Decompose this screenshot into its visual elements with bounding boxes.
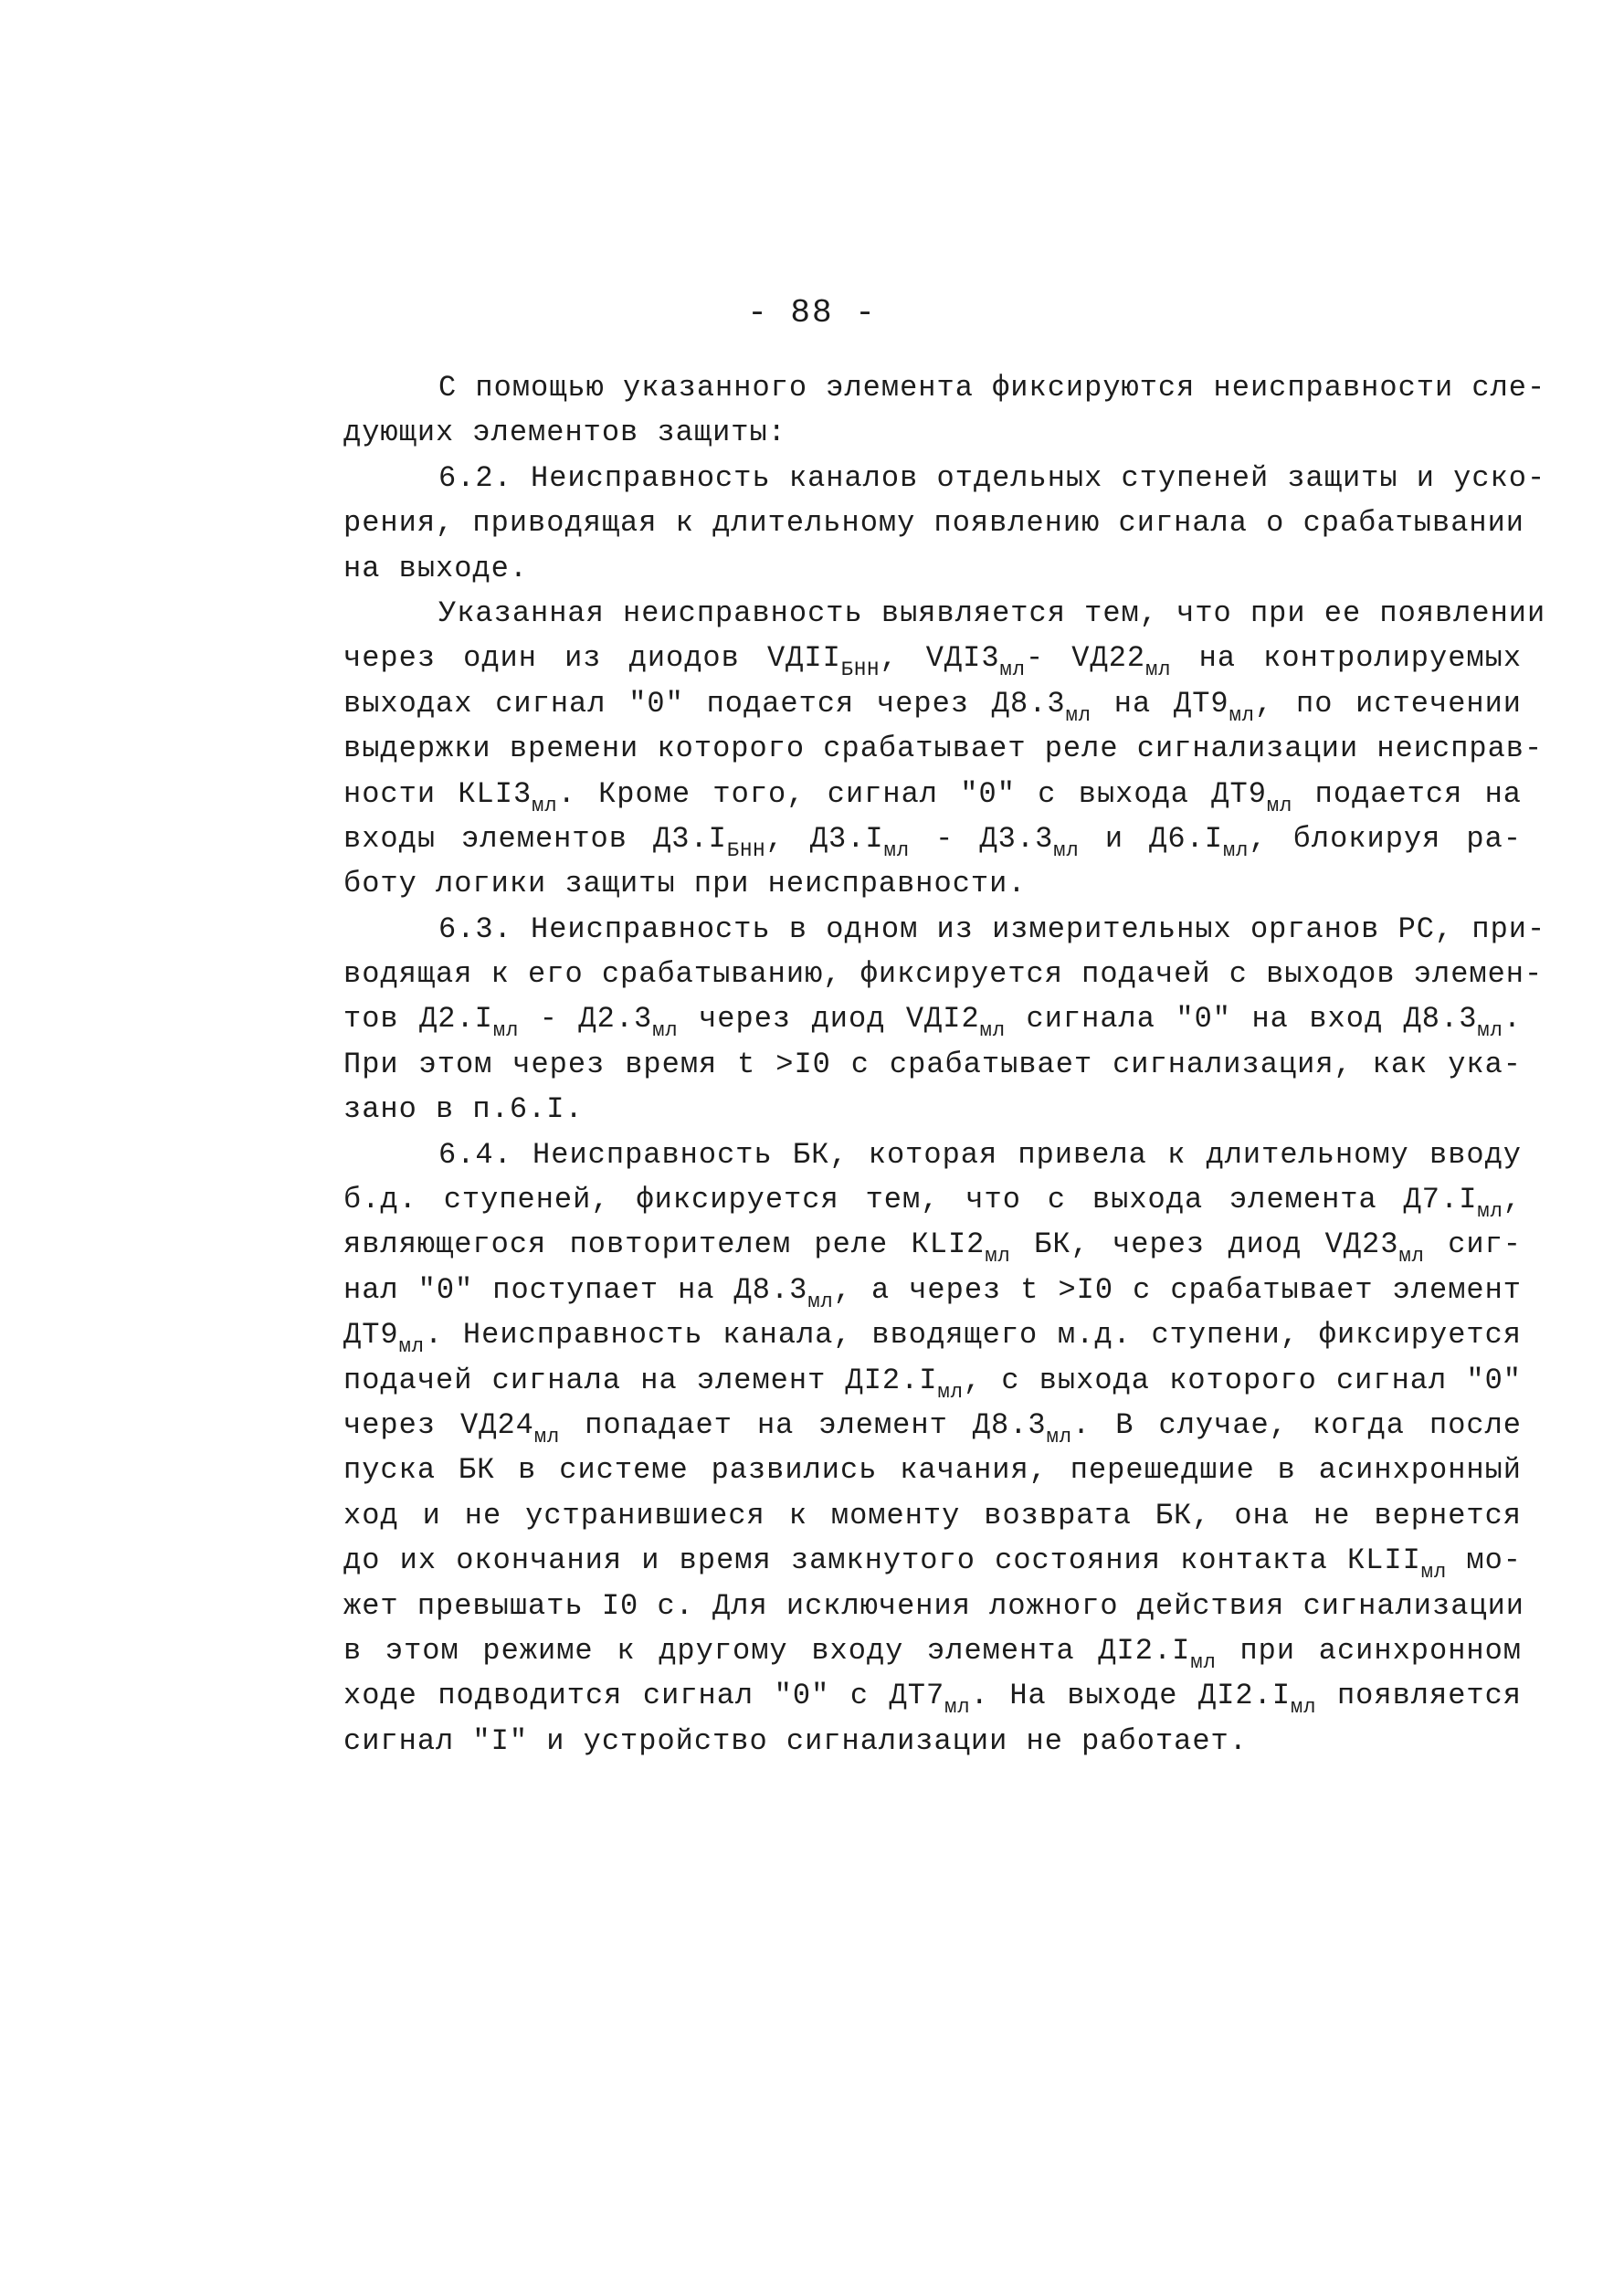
text-line [343, 1403, 1522, 1448]
text-line [343, 1538, 1522, 1583]
subscript: мл [1145, 658, 1172, 682]
subscript: мл [1420, 1561, 1448, 1585]
line-text: . На выходе ДI2.I [970, 1679, 1292, 1713]
text-line [343, 952, 1544, 996]
line-text: в этом режиме к другому входу элемента ДI2.I [343, 1633, 1191, 1668]
subscript: мл [1229, 703, 1255, 727]
line-text: С помощью указанного элемента фиксируются неисправности сле- [438, 371, 1546, 405]
text-line [343, 772, 1522, 816]
text-line [343, 681, 1522, 726]
line-text: попадает на элемент Д8.3 [560, 1407, 1047, 1442]
subscript: мл [937, 1380, 964, 1404]
text-line [343, 816, 1522, 861]
text-line [343, 456, 1546, 500]
text-line [343, 500, 1522, 545]
line-text: водящая к его срабатыванию, фиксируется подачей с выходов элемен- [343, 957, 1544, 992]
text-line [343, 1132, 1522, 1177]
line-text: сигнал "I" и устройство сигнализации не работает. [343, 1723, 1248, 1758]
line-text: боту логики защиты при неисправности. [343, 867, 1027, 901]
line-text: при асинхронном [1216, 1633, 1523, 1668]
text-line [343, 410, 1522, 455]
body-text [343, 365, 1546, 1764]
text-line [343, 1719, 1522, 1764]
line-text: через диод VДI2 [678, 1002, 980, 1037]
subscript: мл [1046, 1425, 1073, 1448]
subscript: мл [1222, 838, 1250, 862]
text-line [343, 1042, 1522, 1087]
text-line [343, 1222, 1522, 1267]
subscript: мл [1477, 1200, 1503, 1224]
line-text: выходах сигнал "0" подается через Д8.3 [343, 686, 1066, 721]
line-text: 6.3. Неисправность в одном из измерительных органов РС, при- [438, 911, 1546, 946]
line-text: 6.4. Неисправность БК, которая привела к длительному вводу [438, 1137, 1522, 1172]
line-text: , Д3.I [765, 821, 884, 856]
text-line [343, 591, 1546, 636]
line-text: жет превышать I0 с. Для исключения ложного действия сигнализации [343, 1588, 1524, 1623]
subscript: мл [652, 1019, 679, 1043]
line-text: через один из диодов VДII [343, 641, 841, 676]
line-text: зано в п.6.I. [343, 1092, 584, 1127]
line-text: пуска БК в системе развились качания, перешедшие в асинхронный [343, 1453, 1522, 1488]
line-text: рения, приводящая к длительному появлению сигнала о срабатывании [343, 506, 1524, 541]
line-text: , а через t >I0 с срабатывает элемент [833, 1272, 1523, 1307]
line-text: сиг- [1424, 1227, 1523, 1262]
line-text: через VД24 [343, 1407, 534, 1442]
line-text: , [1503, 1183, 1522, 1217]
line-text: ход и не устранившиеся к моменту возврата БК, она не вернется [343, 1498, 1522, 1532]
subscript: мл [1291, 1696, 1317, 1720]
subscript: мл [1053, 838, 1080, 862]
line-text: входы элементов Д3.I [343, 821, 727, 856]
subscript: мл [1065, 703, 1092, 727]
line-text: , с выхода которого сигнал "0" [963, 1363, 1522, 1397]
text-line [343, 861, 1522, 906]
line-text: подается на [1292, 776, 1523, 811]
line-text: появляется [1316, 1679, 1523, 1713]
subscript: мл [533, 1425, 561, 1448]
subscript: мл [883, 838, 911, 862]
text-line [343, 1448, 1522, 1492]
subscript: мл [979, 1019, 1007, 1043]
line-text: - VД22 [1025, 641, 1146, 676]
line-text: выдержки времени которого срабатывает реле сигнализации неисправ- [343, 732, 1544, 766]
line-text: . Кроме того, сигнал "0" с выхода ДТ9 [557, 776, 1267, 811]
line-text: до их окончания и время замкнутого состояния контакта КLII [343, 1543, 1421, 1578]
line-text: на выходе. [343, 551, 529, 585]
subscript: мл [985, 1245, 1011, 1269]
line-text: ходе подводится сигнал "0" с ДТ7 [343, 1679, 945, 1713]
line-text: являющегося повторителем реле КLI2 [343, 1227, 986, 1262]
subscript: мл [1190, 1650, 1217, 1674]
text-line [343, 1177, 1522, 1222]
line-text: мо- [1447, 1543, 1522, 1578]
subscript: мл [1477, 1019, 1503, 1043]
line-text: . [1503, 1002, 1523, 1037]
line-text: тов Д2.I [343, 1002, 493, 1037]
text-line [343, 1268, 1522, 1312]
text-line [343, 1673, 1522, 1718]
line-text: , по истечении [1255, 686, 1522, 721]
subscript: БНН [840, 658, 881, 682]
line-text: При этом через время t >I0 с срабатывает сигнализация, как ука- [343, 1047, 1522, 1081]
line-text: на ДТ9 [1091, 686, 1229, 721]
subscript: мл [1398, 1245, 1425, 1269]
line-text: , VДI3 [880, 641, 1000, 676]
line-text: , блокируя ра- [1249, 821, 1523, 856]
text-line [343, 1628, 1522, 1673]
text-line [343, 546, 1522, 591]
line-text: ности КLI3 [343, 776, 533, 811]
text-line [343, 726, 1544, 771]
line-text: 6.2. Неисправность каналов отдельных ступеней защиты и уско- [438, 460, 1546, 495]
text-line [343, 1312, 1522, 1357]
subscript: мл [999, 658, 1026, 682]
text-line [343, 1584, 1522, 1628]
line-text: . В случае, когда после [1072, 1407, 1523, 1442]
text-line [343, 636, 1522, 680]
line-text: ДТ9 [343, 1318, 399, 1353]
line-text: дующих элементов защиты: [343, 416, 786, 450]
text-line [343, 1087, 1522, 1132]
subscript: мл [398, 1335, 426, 1359]
text-line [343, 1493, 1522, 1538]
subscript: мл [1266, 794, 1293, 817]
line-text: сигнала "0" на вход Д8.3 [1006, 1002, 1478, 1037]
subscript: мл [532, 794, 558, 817]
line-text: Указанная неисправность выявляется тем, что при ее появлении [438, 595, 1546, 630]
line-text: - Д2.3 [519, 1002, 653, 1037]
line-text: нал "0" поступает на Д8.3 [343, 1272, 808, 1307]
text-line [343, 1358, 1522, 1403]
line-text: б.д. ступеней, фиксируется тем, что с выхода элемента Д7.I [343, 1183, 1478, 1217]
text-line [343, 365, 1546, 410]
subscript: мл [807, 1290, 834, 1313]
line-text: - Д3.3 [910, 821, 1054, 856]
text-line [343, 907, 1546, 952]
subscript: мл [944, 1696, 971, 1720]
subscript: мл [492, 1019, 520, 1043]
line-text: . Неисправность канала, вводящего м.д. ступени, фиксируется [425, 1318, 1522, 1353]
line-text: и Д6.I [1079, 821, 1223, 856]
line-text: БК, через диод VД23 [1010, 1227, 1399, 1262]
text-line [343, 996, 1522, 1041]
line-text: подачей сигнала на элемент ДI2.I [343, 1363, 938, 1397]
subscript: БНН [726, 838, 766, 862]
page-number: - 88 - [747, 294, 877, 332]
line-text: на контролируемых [1171, 641, 1523, 676]
